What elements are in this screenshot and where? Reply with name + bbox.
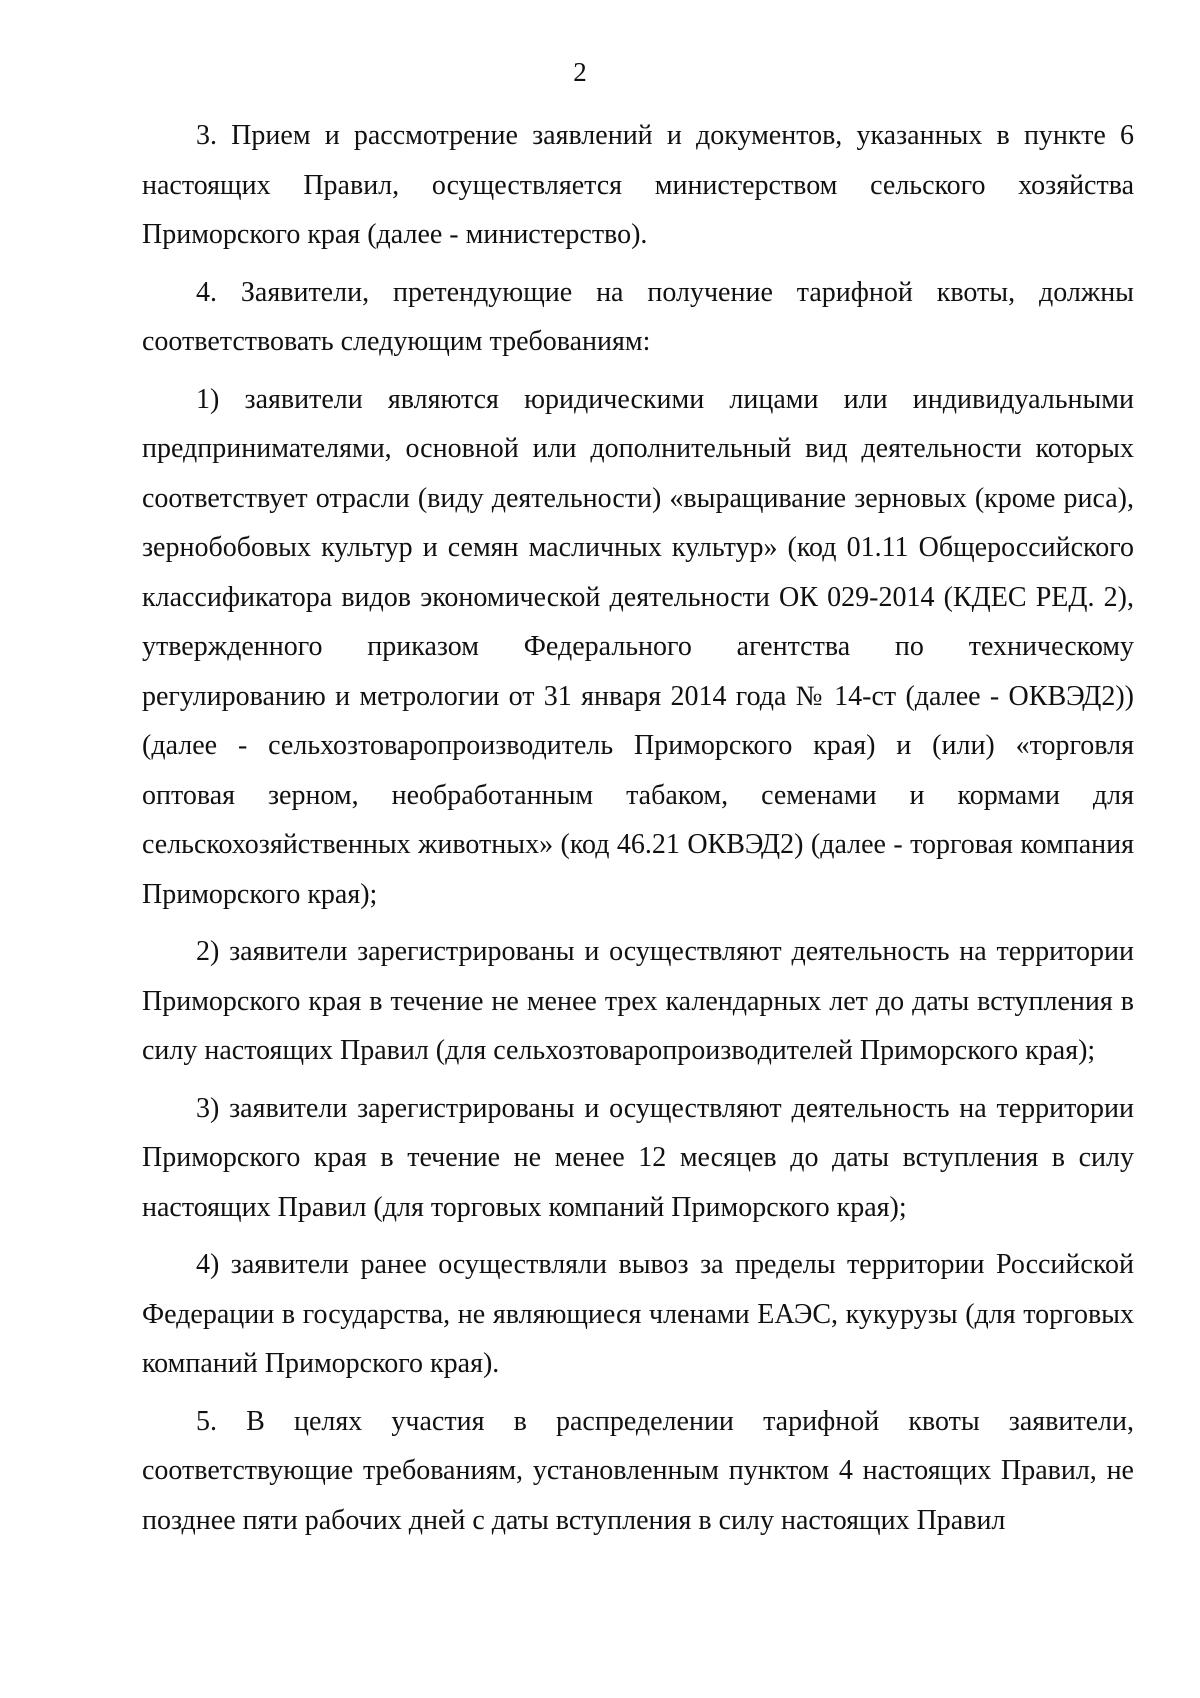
paragraph-4: 4. Заявители, претендующие на получение тарифной квоты, должны соответствовать следующим требованиям:	[142, 276, 1134, 357]
page-number: 2	[573, 57, 587, 87]
paragraph-4-item-4: 4) заявители ранее осуществляли вывоз за пределы территории Российской Федерации в государства, не являющиеся членами ЕАЭС, кукурузы (для торговых компаний Приморского края).	[142, 1249, 1134, 1379]
document-body	[142, 111, 1134, 1545]
paragraph-4-item-3: 3) заявители зарегистрированы и осуществляют деятельность на территории Приморского края в течение не менее 12 месяцев до даты вступления в силу настоящих Правил (для торговых компаний Приморского края);	[142, 1092, 1134, 1223]
paragraph-3: 3. Прием и рассмотрение заявлений и документов, указанных в пункте 6 настоящих Правил, осуществляется министерством сельского хозяйства Приморского края (далее - министерство).	[142, 120, 1134, 250]
paragraph-4-item-2: 2) заявители зарегистрированы и осуществляют деятельность на территории Приморского края в течение не менее трех календарных лет до даты вступления в силу настоящих Правил (для сельхозтоваропроизводителей Приморского края);	[142, 936, 1134, 1066]
paragraph-4-item-1: 1) заявители являются юридическими лицами или индивидуальными предпринимателями, основной или дополнительный вид деятельности которых соответствует отрасли (виду деятельности) «выращивание зерновых (кроме риса), зернобобовых культур и семян масличных культур» (код 01.11 Общероссийского классификатора видов экономической деятельности ОК 029-2014 (КДЕС РЕД. 2), утвержденного приказом Федерального агентства по техническому регулированию и метрологии от 31 января 2014 года № 14-ст (далее - ОКВЭД2)) (далее - сельхозтоваропроизводитель Приморского края) и (или) «торговля оптовая зерном, необработанным табаком, семенами и кормами для сельскохозяйственных животных» (код 46.21 ОКВЭД2) (далее - торговая компания Приморского края);	[142, 383, 1134, 910]
paragraph-5: 5. В целях участия в распределении тарифной квоты заявители, соответствующие требованиям, установленным пунктом 4 настоящих Правил, не позднее пяти рабочих дней с даты вступления в силу настоящих Правил	[142, 1405, 1134, 1536]
